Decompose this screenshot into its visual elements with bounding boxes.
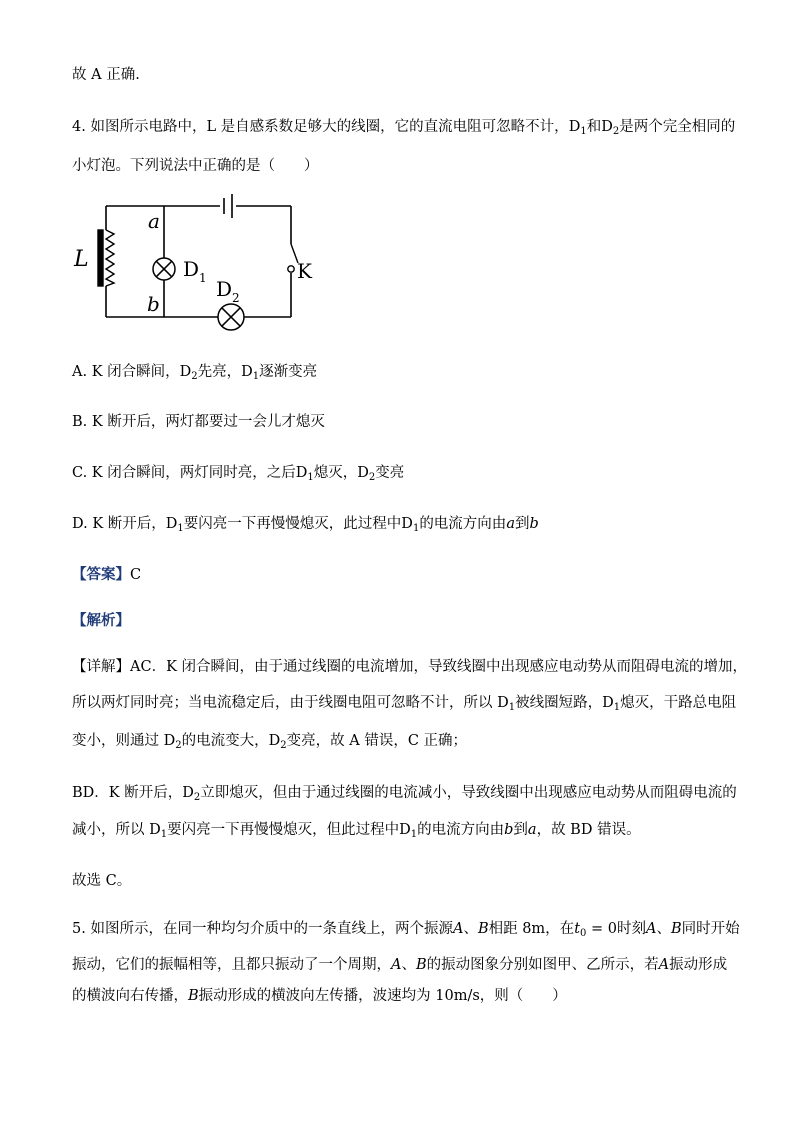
option-c: C. K 闭合瞬间，两灯同时亮，之后$D_1$熄灭，$D_2$变亮	[72, 465, 405, 483]
option-a: A. K 闭合瞬间，$D_2$先亮，$D_1$逐渐变亮	[72, 364, 318, 382]
label-d1: D	[183, 257, 200, 281]
label-d2-sub: 2	[232, 291, 240, 305]
question-5-line1: 5. 如图所示，在同一种均匀介质中的一条直线上，两个振源A、B相距 8m，在$t_0 = 0$时刻A、B同时开始	[72, 921, 740, 939]
explanation-line4: BD．K 断开后，$D_2$立即熄灭，但由于通过线圈的电流减小，导致线圈中出现感应电动势从而阻碍电流的	[72, 785, 737, 803]
label-k: K	[297, 259, 312, 283]
circuit-diagram	[70, 192, 320, 334]
answer-line: 【答案】C	[72, 566, 142, 583]
label-l: L	[74, 247, 89, 272]
explanation-line2: 所以两灯同时亮；当电流稳定后，由于线圈电阻可忽略不计，所以 $D_1$被线圈短路，$D_1$熄灭，干路总电阻	[72, 695, 737, 713]
label-d2: D	[216, 277, 233, 301]
answer-label: 【答案】	[72, 566, 130, 583]
label-b: b	[147, 292, 160, 316]
explanation-line3: 变小，则通过 $D_2$的电流变大，$D_2$变亮，故 A 错误，C 正确；	[72, 733, 468, 751]
lamp-d1	[153, 258, 175, 280]
analysis-heading: 【解析】	[72, 612, 130, 629]
label-a: a	[148, 209, 160, 233]
question-5-line3: 的横波向右传播，B振动形成的横波向左传播，波速均为 10m/s，则（ ）	[72, 988, 567, 1004]
previous-conclusion: 故 A 正确.	[72, 67, 140, 83]
label-d1-sub: 1	[199, 271, 207, 285]
final-conclusion: 故选 C。	[72, 873, 132, 889]
explanation-line1: 【详解】AC．K 闭合瞬间，由于通过线圈的电流增加，导致线圈中出现感应电动势从而阻碍电流的增加，	[72, 659, 748, 675]
explanation-line5: 减小，所以 $D_1$要闪亮一下再慢慢熄灭，但此过程中$D_1$的电流方向由b到a，故 BD 错误。	[72, 822, 641, 840]
lamp-d2	[218, 304, 244, 330]
option-b: B. K 断开后，两灯都要过一会儿才熄灭	[72, 414, 325, 430]
question-5-line2: 振动，它们的振幅相等，且都只振动了一个周期，A、B的振动图象分别如图甲、乙所示，若A振动形成	[72, 957, 728, 973]
question-4-stem-line2: 小灯泡。下列说法中正确的是（ ）	[72, 158, 319, 174]
question-4-stem-line1: 4. 如图所示电路中，L 是自感系数足够大的线圈，它的直流电阻可忽略不计，$D_1$和$D_2$是两个完全相同的	[72, 119, 736, 137]
inductor-coil	[98, 230, 114, 286]
battery-symbol	[224, 194, 232, 218]
option-d: D. K 断开后，$D_1$要闪亮一下再慢慢熄灭，此过程中$D_1$的电流方向由a到b	[72, 516, 539, 534]
